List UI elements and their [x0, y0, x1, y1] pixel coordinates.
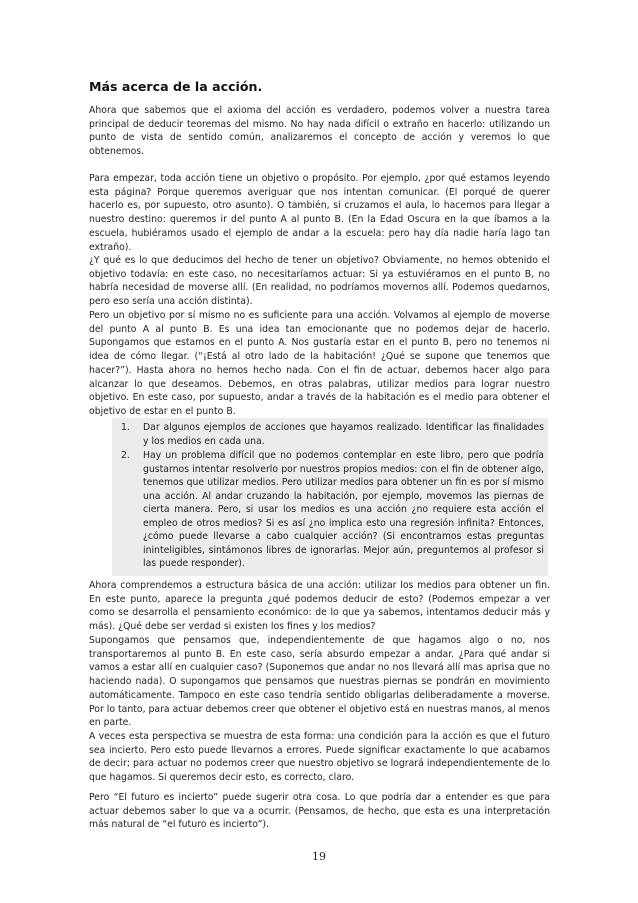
exercise-box	[112, 418, 548, 576]
paragraph-text: Supongamos que pensamos que, independientemente de que hagamos algo o no, nos transportaremos al punto B. En este caso, sería absurdo empezar a andar. ¿Para qué andar si vamos a estar allí en cualquier caso? (Suponemos que andar no nos llevará allí mas aprisa que no haciendo nada). O supongamos que pensamos que nuestras piernas se pondrán en movimiento automáticamente. Tampoco en este caso tendría sentido obligarlas deliberadamente a moverse. Por lo tanto, para actuar debemos creer que obtener el objetivo está en nuestras manos, al menos en parte.	[89, 635, 550, 729]
exercise-text: Dar algunos ejemplos de acciones que hayamos realizado. Identificar las finalidades y los medios en cada una.	[143, 422, 544, 447]
paragraph-4	[89, 309, 550, 419]
paragraph-text: Ahora que sabemos que el axioma del acción es verdadero, podemos volver a nuestra tarea principal de deducir teoremas del mismo. No hay nada difícil o extraño en hacerlo: utilizando un punto de vista de sentido común, analizaremos el concepto de acción y veremos lo que obtenemos.	[89, 105, 550, 158]
section-heading: Más acerca de la acción.	[89, 79, 263, 94]
paragraph-8	[89, 791, 550, 832]
paragraph-7	[89, 730, 550, 785]
paragraph-text: ¿Y qué es lo que deducimos del hecho de tener un objetivo? Obviamente, no hemos obtenido el objetivo todavía: en este caso, no necesitaríamos actuar: Si ya estuviéramos en el punto B, no habría necesidad de moverse allí. (En realidad, no podríamos movernos allí. Podemos quedarnos, pero eso sería una acción distinta).	[89, 255, 550, 308]
paragraph-text: Pero “El futuro es incierto” puede sugerir otra cosa. Lo que podría dar a entender es que para actuar debemos saber lo que va a ocurrir. (Pensamos, de hecho, que esta es una interpretación más natural de “el futuro es incierto”).	[89, 792, 550, 831]
paragraph-text: Para empezar, toda acción tiene un objetivo o propósito. Por ejemplo, ¿por qué estamos leyendo esta página? Porque queremos averiguar que nos intentan comunicar. (El porqué de querer hacerlo es, por supuesto, otro asunto). O también, si cruzamos el aula, lo hacemos para llegar a nuestro destino: queremos ir del punto A al punto B. (En la Edad Oscura en la que íbamos a la escuela, hubiéramos usado el ejemplo de andar a la escuela: pero hay día nadie haría lago tan extraño).	[89, 173, 550, 253]
paragraph-5	[89, 579, 550, 634]
exercise-list	[116, 421, 544, 571]
exercise-number: 1.	[121, 422, 130, 433]
exercise-number: 2.	[121, 450, 130, 461]
exercise-item	[116, 421, 544, 448]
paragraph-text: A veces esta perspectiva se muestra de esta forma: una condición para la acción es que el futuro sea incierto. Pero esto puede llevarnos a errores. Puede significar exactamente lo que acabamos de decir; para actuar no podemos creer que nuestro objetivo se logrará independientemente de lo que hagamos. Si queremos decir esto, es correcto, claro.	[89, 731, 550, 784]
exercise-item	[116, 449, 544, 571]
paragraph-text: Pero un objetivo por sí mismo no es suficiente para una acción. Volvamos al ejemplo de moverse del punto A al punto B. Es una idea tan emocionante que no podemos dejar de hacerlo. Supongamos que estamos en el punto A. Nos gustaría estar en el punto B, pero no tenemos ni idea de cómo llegar. (“¡Está al otro lado de la habitación! ¿Qué se supone que tenemos que hacer?”). Hasta ahora no hemos hecho nada. Con el fin de actuar, debemos hacer algo para alcanzar lo que deseamos. Debemos, en otras palabras, utilizar medios para lograr nuestro objetivo. En este caso, por supuesto, andar a través de la habitación es el medio para obtener el objetivo de estar en el punto B.	[89, 310, 550, 417]
paragraph-2	[89, 172, 550, 254]
paragraph-text: Ahora comprendemos a estructura básica de una acción: utilizar los medios para obtener un fin. En este punto, aparece la pregunta ¿qué podemos deducir de esto? (Podemos empezar a ver como se desarrolla el pensamiento económico: de lo que ya sabemos, intentamos deducir más y más). ¿Qué debe ser verdad si existen los fines y los medios?	[89, 580, 550, 633]
paragraph-3	[89, 254, 550, 309]
exercise-text: Hay un problema difícil que no podemos contemplar en este libro, pero que podría gustarnos intentar resolverlo por nuestros propios medios: con el fin de obtener algo, tenemos que utilizar medios. Pero utilizar medios para obtener un fin es por sí mismo una acción. Al andar cruzando la habitación, por ejemplo, movemos las piernas de cierta manera. Pero, si usar los medios es una acción ¿no requiere esta acción el empleo de otros medios? Si es así ¿no implica esto una regresión infinita? Entonces, ¿cómo puede llevarse a cabo cualquier acción? (Si encontramos estas preguntas ininteligibles, sintámonos libres de ignorarlas. Mejor aún, preguntemos al profesor si las puede responder).	[143, 450, 544, 569]
paragraph-6	[89, 634, 550, 730]
paragraph-1	[89, 104, 550, 159]
page-number: 19	[312, 850, 326, 863]
